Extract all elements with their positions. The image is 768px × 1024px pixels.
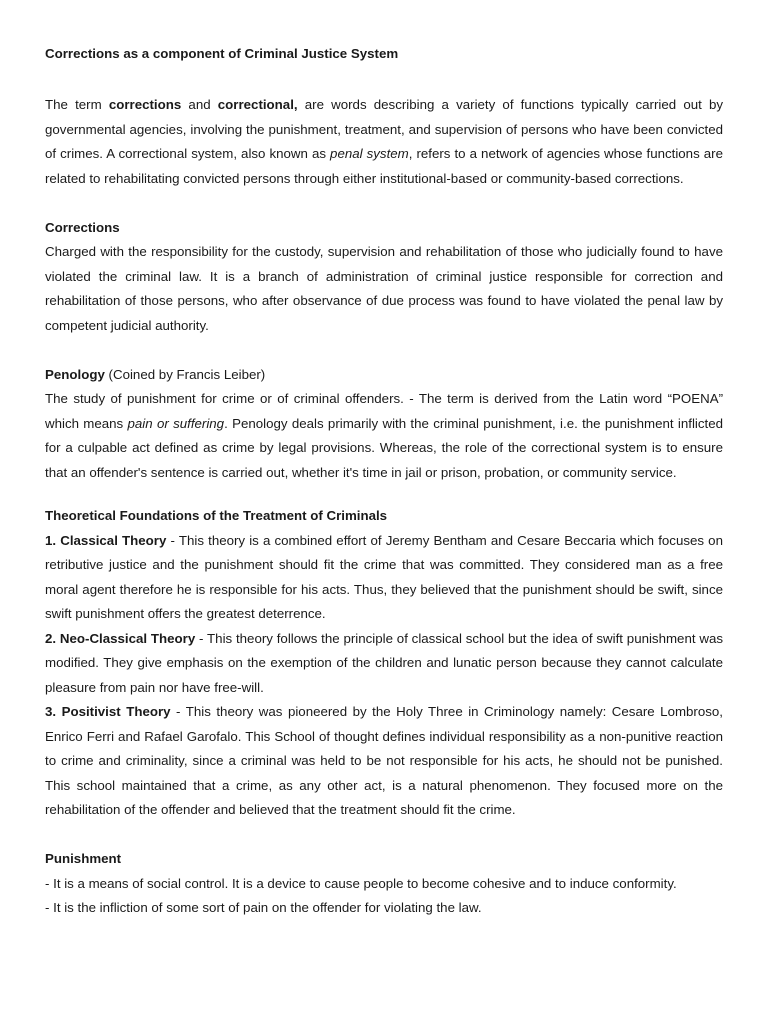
spacer [45, 64, 723, 93]
document-page [45, 44, 723, 921]
punishment-line: - It is a means of social control. It is a device to cause people to become cohesive and to induce conformity. [45, 875, 677, 891]
penology-heading-line [45, 363, 723, 388]
intro-text-1: The term [45, 97, 109, 112]
theory-item-classical [45, 529, 723, 627]
intro-text-4: , refers to a network of agencies whose functions are related to rehabilitating convicted persons through either institutional-based or community-based corrections. [45, 146, 723, 186]
theory-label: 1. Classical Theory [45, 532, 167, 548]
theory-item-positivist [45, 700, 723, 823]
term-penal-system: penal system [330, 146, 409, 161]
document-title: Corrections as a component of Criminal Justice System [45, 46, 399, 61]
theory-label: 2. Neo-Classical Theory [45, 630, 196, 646]
term-corrections: corrections [108, 97, 182, 112]
theory-text: - This theory follows the principle of classical school but the idea of swift punishment was modified. They give emphasis on the exemption of the children and lunatic person because they cannot calculate pleasure from pain nor have free-will. [45, 630, 723, 695]
penology-subheading: (Coined by Francis Leiber) [104, 366, 266, 382]
penology-text-1: The study of punishment for crime or of criminal offenders. - The term is derived from the Latin word “POENA” which means [45, 391, 723, 431]
intro-paragraph [45, 93, 723, 191]
penology-heading: Penology [45, 366, 105, 382]
spacer [45, 823, 723, 848]
intro-text-3: are words describing a variety of functions typically carried out by governmental agencies, involving the punishment, treatment, and supervision of persons who have been convicted of crimes. A correctional system, also known as [45, 97, 724, 161]
corrections-paragraph: Charged with the responsibility for the custody, supervision and rehabilitation of those who judicially found to have violated the criminal law. It is a branch of administration of criminal justice responsible for correction and rehabilitation of those persons, who after observance of due process was found to have violated the penal law by competent judicial authority. [45, 244, 723, 333]
spacer [45, 191, 723, 216]
theory-text: - This theory was pioneered by the Holy Three in Criminology namely: Cesare Lombroso, Enrico Ferri and Rafael Garofalo. This School of thought defines individual responsibility as a non-punitive reaction to crime and criminality, since a criminal was held to be not responsible for his acts, he should not be punished. This school maintained that a crime, as any other act, is a natural phenomenon. They focused more on the rehabilitation of the offender and believed that the treatment should fit the crime. [45, 704, 723, 817]
term-correctional: correctional, [217, 97, 298, 112]
corrections-heading: Corrections [45, 219, 120, 235]
theory-text: - This theory is a combined effort of Jeremy Bentham and Cesare Beccaria which focuses on retributive justice and the punishment should fit the crime that was committed. They considered man as a free moral agent therefore he is responsible for his acts. Thus, they believed that the punishment should be swift, since swift punishment offers the greatest deterrence. [45, 532, 723, 621]
spacer [45, 338, 723, 363]
theories-heading: Theoretical Foundations of the Treatment of Criminals [45, 508, 388, 523]
spacer [45, 485, 723, 504]
intro-text-2: and [181, 97, 218, 112]
penology-text-2: . Penology deals primarily with the criminal punishment, i.e. the punishment inflicted for a culpable act defined as crime by legal provisions. Whereas, the role of the correctional system is to ensure that an offender's sentence is carried out, whether it's time in jail or prison, probation, or community service. [45, 415, 723, 480]
theory-label: 3. Positivist Theory [45, 704, 171, 719]
term-pain-or-suffering: pain or suffering [127, 415, 225, 431]
punishment-heading: Punishment [45, 851, 122, 866]
punishment-line: - It is the infliction of some sort of pain on the offender for violating the law. [45, 900, 482, 915]
penology-paragraph [45, 387, 723, 485]
theory-item-neo-classical [45, 627, 723, 701]
